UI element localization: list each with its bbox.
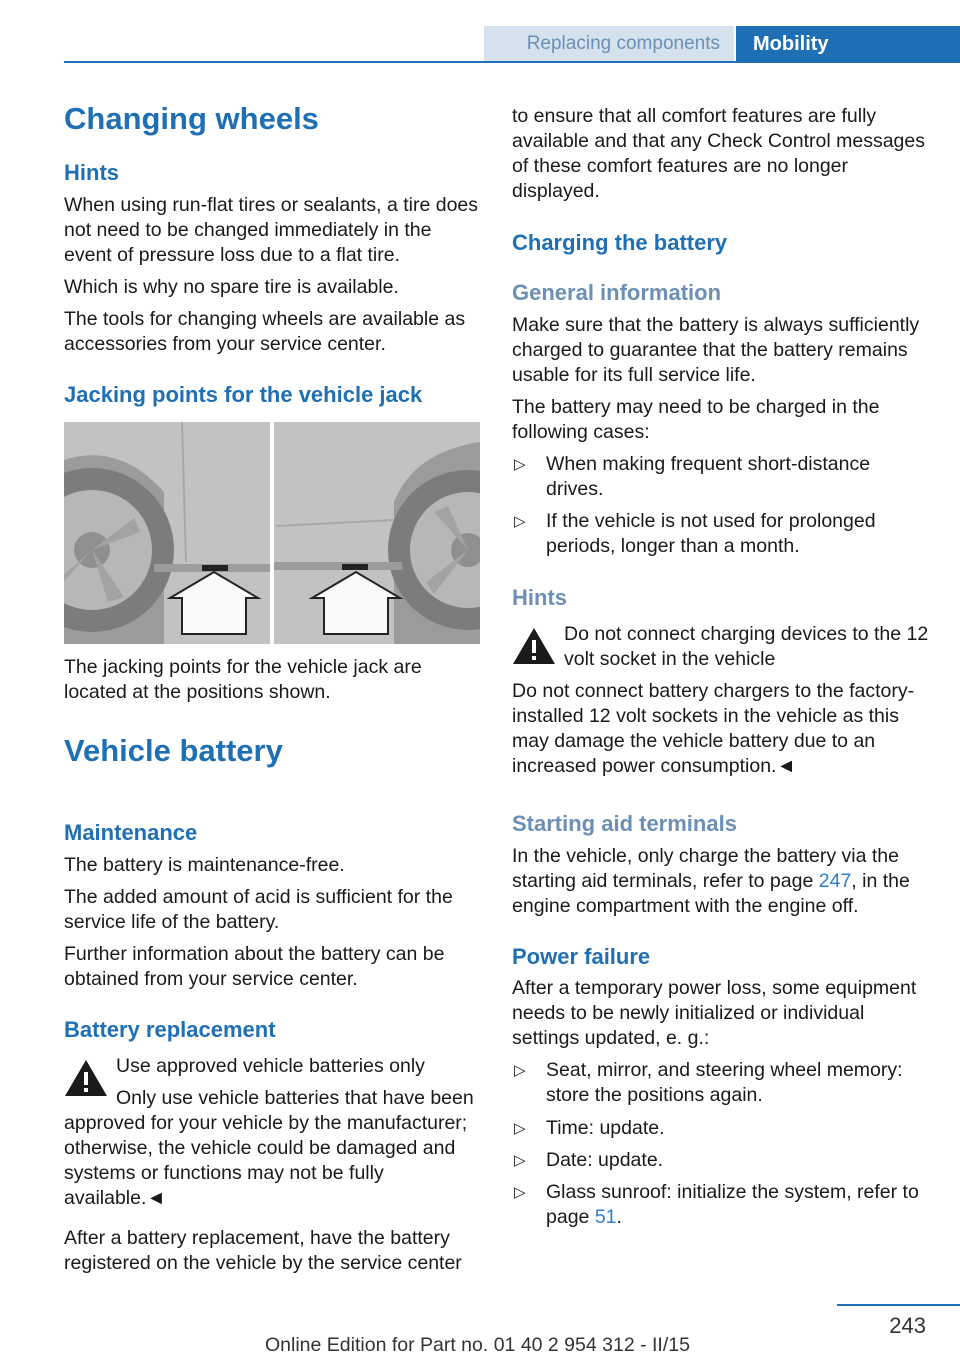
list-item: [512, 1058, 932, 1108]
bullet-icon: ▷: [514, 456, 526, 473]
hints-paragraph-3: The tools for changing wheels are available as accessories from your service center.: [64, 308, 466, 355]
jacking-points-photo: [64, 422, 480, 644]
general-paragraph-1: Make sure that the battery is always sufficiently charged to guarantee that the battery remains usable for its full service life.: [512, 314, 920, 386]
sunroof-item-text: Glass sunroof: initialize the system, refer to page 51.: [546, 1181, 919, 1228]
warning-triangle-icon: [512, 626, 556, 666]
list-item: [512, 509, 932, 559]
bullet-icon: ▷: [514, 1120, 526, 1137]
page-51-link[interactable]: 51: [594, 1206, 617, 1228]
case-text: When making frequent short-distance drives.: [546, 453, 871, 500]
hints-paragraph-2: Which is why no spare tire is available.: [64, 276, 399, 298]
maintenance-paragraph-1: The battery is maintenance-free.: [64, 854, 345, 876]
maintenance-paragraph-3: Further information about the battery can be obtained from your service center.: [64, 943, 445, 990]
changing-wheels-title: Changing wheels: [64, 101, 319, 136]
power-item-text: Date: update.: [546, 1149, 664, 1171]
vehicle-battery-title: Vehicle battery: [64, 733, 283, 768]
footer-rule: [837, 1304, 960, 1306]
case-text: If the vehicle is not used for prolonged periods, longer than a month.: [546, 510, 876, 557]
jacking-points-title: Jacking points for the vehicle jack: [64, 382, 423, 407]
general-paragraph-2: The battery may need to be charged in the following cases:: [512, 396, 880, 443]
battery-replacement-title: Battery replacement: [64, 1017, 276, 1042]
replacement-warning-title: Use approved vehicle batteries only: [116, 1055, 425, 1077]
header-section-tab: Replacing components: [484, 26, 734, 62]
maintenance-title: Maintenance: [64, 820, 198, 845]
hints-title: Hints: [64, 160, 119, 185]
charging-battery-title: Charging the battery: [512, 230, 728, 255]
list-item: [512, 1148, 932, 1173]
header-chapter-tab: Mobility: [736, 26, 960, 62]
power-failure-paragraph: After a temporary power loss, some equipment needs to be newly initialized or individual settings updated, e. g.:: [512, 977, 917, 1049]
continued-paragraph: to ensure that all comfort features are fully available and that any Check Control messages of these comfort features are no longer displayed.: [512, 105, 925, 202]
list-item: [512, 1116, 932, 1141]
edition-footer: Online Edition for Part no. 01 40 2 954 312 - II/15: [265, 1334, 690, 1356]
hints-title-right: Hints: [512, 585, 567, 610]
bullet-icon: ▷: [514, 1184, 526, 1201]
starting-aid-title: Starting aid terminals: [512, 811, 737, 836]
page-247-link[interactable]: 247: [818, 870, 852, 892]
jacking-points-illustration: [64, 422, 480, 644]
page-number: 243: [889, 1313, 926, 1338]
general-information-title: General information: [512, 280, 722, 305]
bullet-icon: ▷: [514, 513, 526, 530]
maintenance-paragraph-2: The added amount of acid is sufficient for the service life of the battery.: [64, 886, 453, 933]
jacking-caption: The jacking points for the vehicle jack are located at the positions shown.: [64, 656, 422, 703]
list-item: [512, 1180, 932, 1230]
header-rule: [64, 61, 960, 63]
power-failure-title: Power failure: [512, 944, 651, 969]
power-item-text: Seat, mirror, and steering wheel memory: store the positions again.: [546, 1059, 903, 1106]
replacement-warning-body: Only use vehicle batteries that have been approved for your vehicle by the manufacturer; otherwise, the vehicle could be damaged and systems or functions may not be fully available.◄: [64, 1087, 474, 1209]
list-item: [512, 452, 932, 502]
power-item-text: Time: update.: [546, 1117, 665, 1139]
charging-warning-title: Do not connect charging devices to the 12 volt socket in the vehicle: [564, 623, 929, 670]
replacement-paragraph: After a battery replacement, have the battery registered on the vehicle by the service center: [64, 1227, 462, 1274]
hints-paragraph-1: When using run-flat tires or sealants, a tire does not need to be changed immediately in the event of pressure loss due to a flat tire.: [64, 194, 479, 266]
charging-warning-body: Do not connect battery chargers to the factory-installed 12 volt sockets in the vehicle as this may damage the vehicle battery due to an increased power consumption.◄: [512, 680, 915, 777]
bullet-icon: ▷: [514, 1152, 526, 1169]
starting-aid-paragraph: In the vehicle, only charge the battery via the starting aid terminals, refer to page 247, in the engine compartment with the engine off.: [512, 845, 910, 917]
bullet-icon: ▷: [514, 1062, 526, 1079]
